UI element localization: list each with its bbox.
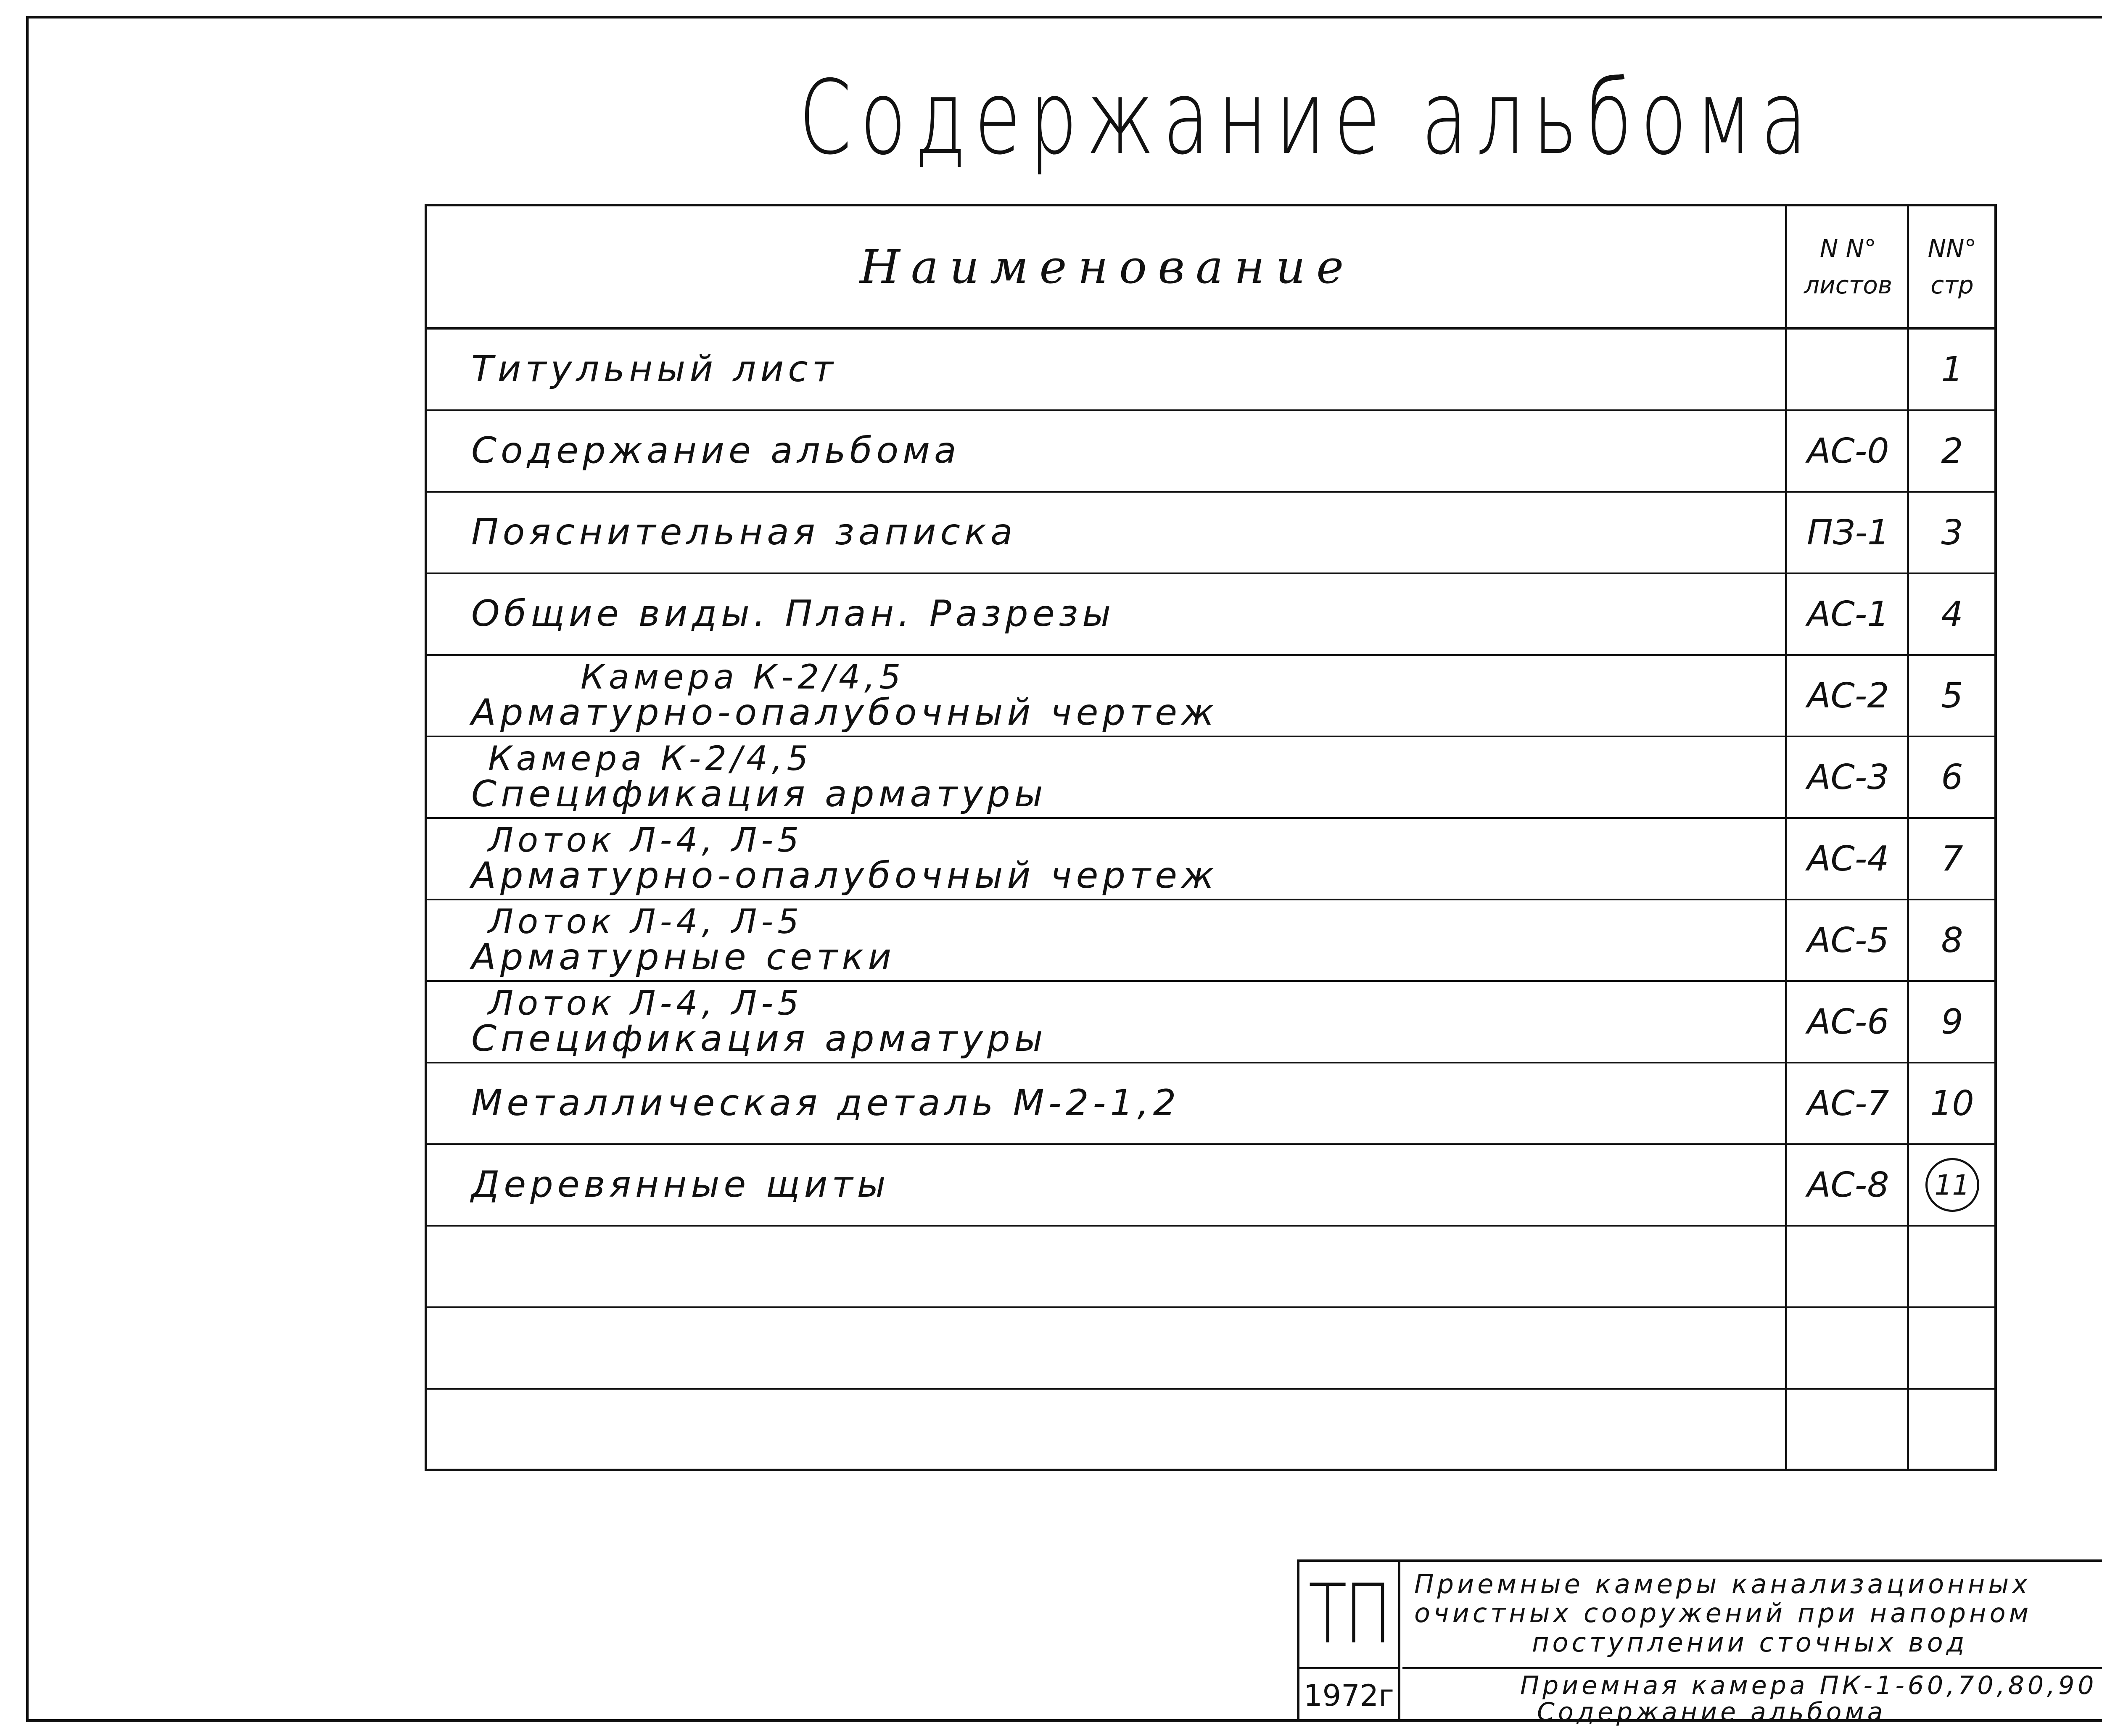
row-name [471, 330, 1775, 409]
row-title: Арматурные сетки [471, 936, 896, 978]
row-sheet-code: ПЗ-1 [1807, 512, 1889, 553]
row-page-number [1909, 1308, 1995, 1388]
sheet-name-line: Содержание альбома [1537, 1697, 1886, 1727]
table-row [427, 1308, 1994, 1390]
row-name [471, 819, 1775, 899]
row-sheet-code: АС-2 [1807, 675, 1889, 716]
description-line: поступлении сточных вод [1532, 1627, 1968, 1658]
table-row [427, 1145, 1994, 1227]
row-subtitle: Лоток Л-4, Л-5 [488, 821, 803, 860]
row-name [471, 1390, 1775, 1470]
row-page-number: 9 [1941, 1002, 1963, 1042]
publisher-logo: ТП [1299, 1562, 1400, 1669]
year: 1972г [1299, 1669, 1400, 1722]
description-line: Приемные камеры канализационных [1414, 1569, 2031, 1599]
row-name [471, 982, 1775, 1062]
row-name [471, 656, 1775, 736]
row-sheet-code [1787, 1308, 1909, 1388]
table-row [427, 1063, 1994, 1145]
row-page-number: 3 [1941, 512, 1963, 553]
row-page-number: 4 [1941, 594, 1963, 634]
project-description [1402, 1562, 2102, 1669]
title-block [1297, 1559, 2102, 1727]
header-pages [1909, 206, 1995, 327]
row-subtitle: Камера К-2/4,5 [581, 657, 905, 697]
row-page-number: 5 [1941, 675, 1963, 716]
table-header-row [427, 206, 1994, 330]
row-page-number [1909, 1390, 1995, 1470]
row-name [471, 493, 1775, 573]
row-sheet-code: АС-0 [1807, 431, 1889, 471]
sheet-name [1402, 1669, 2102, 1727]
header-sheets-number: N N° [1819, 234, 1877, 263]
header-sheets [1787, 206, 1909, 327]
header-pages-number: NN° [1928, 234, 1977, 263]
row-name [471, 411, 1775, 491]
header-pages-label: стр [1930, 270, 1974, 299]
row-subtitle: Камера К-2/4,5 [488, 739, 813, 778]
sheet-name-line: Приемная камера ПК-1-60,70,80,90 [1520, 1671, 2097, 1700]
row-page-number [1909, 1145, 1995, 1225]
row-page-number: 1 [1941, 349, 1963, 390]
table-row [427, 656, 1994, 737]
row-title: Спецификация арматуры [471, 773, 1047, 815]
row-name [471, 1227, 1775, 1306]
row-subtitle: Лоток Л-4, Л-5 [488, 902, 803, 942]
row-name [471, 1063, 1775, 1143]
row-sheet-code: АС-4 [1807, 839, 1889, 879]
row-sheet-code [1787, 330, 1909, 409]
row-sheet-code: АС-1 [1807, 594, 1889, 634]
row-name [471, 900, 1775, 980]
row-sheet-code: АС-8 [1807, 1165, 1889, 1205]
row-sheet-code: АС-5 [1807, 920, 1889, 960]
row-sheet-code: АС-6 [1807, 1002, 1889, 1042]
row-sheet-code [1787, 1390, 1909, 1470]
page-title: Содержание альбома [799, 59, 1816, 178]
row-title: Спецификация арматуры [471, 1017, 1047, 1060]
row-title: Титульный лист [471, 348, 837, 390]
table-row [427, 1227, 1994, 1308]
row-title: Общие виды. План. Разрезы [471, 593, 1115, 635]
row-page-number: 10 [1930, 1083, 1974, 1124]
row-name [471, 574, 1775, 654]
row-name [471, 737, 1775, 817]
row-title: Металлическая деталь М-2-1,2 [471, 1082, 1180, 1124]
row-title: Арматурно-опалубочный чертеж [471, 854, 1218, 897]
row-title: Деревянные щиты [471, 1163, 890, 1206]
row-title: Арматурно-опалубочный чертеж [471, 691, 1218, 733]
row-name [471, 1145, 1775, 1225]
header-sheets-label: листов [1804, 270, 1893, 299]
row-sheet-code: АС-7 [1807, 1083, 1889, 1124]
row-page-number: 2 [1941, 431, 1963, 471]
circled-page-number: 11 [1925, 1158, 1979, 1212]
row-name [471, 1308, 1775, 1388]
table-row [427, 330, 1994, 411]
row-page-number: 8 [1941, 920, 1963, 960]
row-sheet-code: АС-3 [1807, 757, 1889, 797]
table-row [427, 1390, 1994, 1471]
row-title: Пояснительная записка [471, 511, 1017, 554]
description-line: очистных сооружений при напорном [1414, 1598, 2032, 1629]
table-row [427, 982, 1994, 1063]
row-subtitle: Лоток Л-4, Л-5 [488, 984, 803, 1023]
row-page-number: 6 [1941, 757, 1963, 797]
header-name: Наименование [859, 240, 1355, 294]
row-page-number [1909, 1227, 1995, 1306]
table-row [427, 574, 1994, 656]
row-page-number: 7 [1941, 839, 1963, 879]
contents-table [425, 204, 1997, 1471]
table-row [427, 737, 1994, 819]
table-row [427, 411, 1994, 493]
table-row [427, 493, 1994, 574]
row-sheet-code [1787, 1227, 1909, 1306]
table-row [427, 819, 1994, 900]
row-title: Содержание альбома [471, 430, 961, 472]
table-row [427, 900, 1994, 982]
